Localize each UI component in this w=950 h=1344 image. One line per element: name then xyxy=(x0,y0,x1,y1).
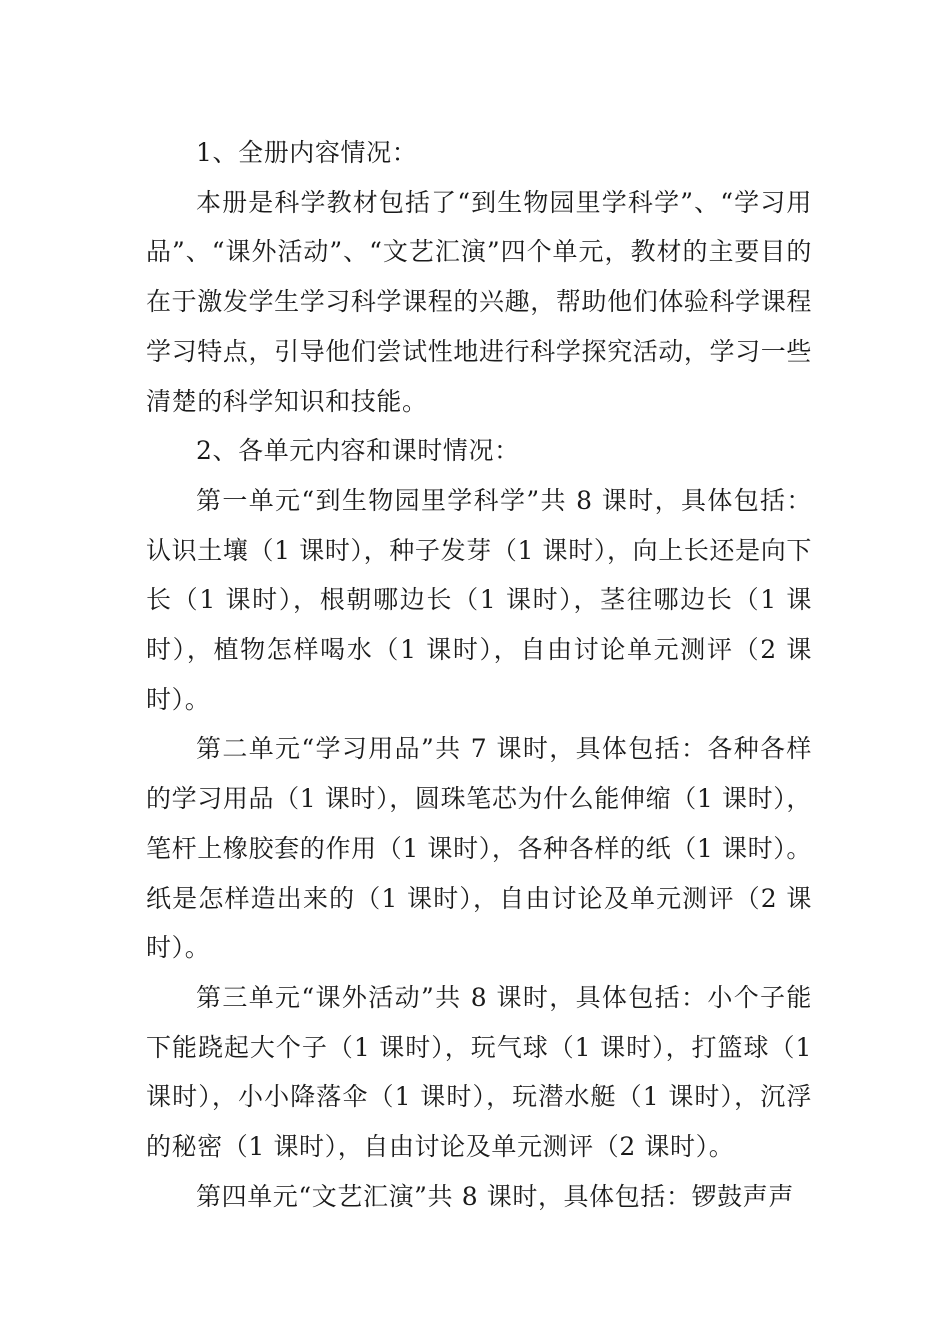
paragraph-unit-3: 第三单元“课外活动”共 8 课时，具体包括：小个子能下能跷起大个子（1 课时），玩气球（1 课时），打篮球（1 课时），小小降落伞（1 课时），玩潜水艇（1 课时），沉浮的秘密（1 课时），自由讨论及单元测评（2 课时）。 xyxy=(146,982,812,1162)
document-body xyxy=(146,128,812,1221)
paragraph-unit-1: 第一单元“到生物园里学科学”共 8 课时，具体包括：认识土壤（1 课时），种子发芽（1 课时），向上长还是向下长（1 课时），根朝哪边长（1 课时），茎往哪边长（1 课时），植物怎样喝水（1 课时），自由讨论单元测评（2 课时）。 xyxy=(146,485,812,714)
paragraph-unit-2: 第二单元“学习用品”共 7 课时，具体包括：各种各样的学习用品（1 课时），圆珠笔芯为什么能伸缩（1 课时），笔杆上橡胶套的作用（1 课时），各种各样的纸（1 课时）。纸是怎样造出来的（1 课时），自由讨论及单元测评（2 课时）。 xyxy=(146,734,812,963)
section-heading-1: 1、全册内容情况： xyxy=(196,138,418,167)
section-heading-2: 2、各单元内容和课时情况： xyxy=(196,436,520,466)
paragraph-overview: 本册是科学教材包括了“到生物园里学科学”、“学习用品”、“课外活动”、“文艺汇演”四个单元，教材的主要目的在于激发学生学习科学课程的兴趣，帮助他们体验科学课程学习特点，引导他们尝试性地进行科学探究活动，学习一些清楚的科学知识和技能。 xyxy=(146,187,812,416)
paragraph-unit-4: 第四单元“文艺汇演”共 8 课时，具体包括：锣鼓声声 xyxy=(196,1181,794,1211)
